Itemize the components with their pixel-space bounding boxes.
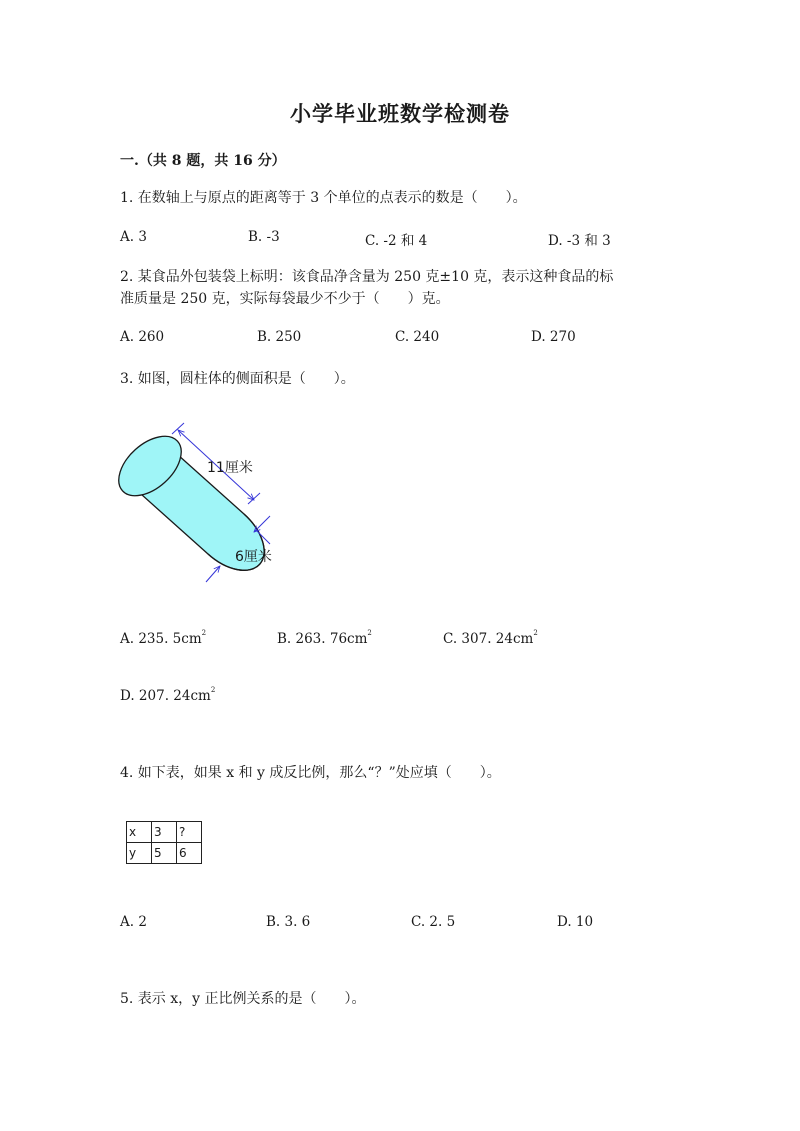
question-3-option-b[interactable]: B. 263. $76cm^2$ bbox=[277, 629, 372, 647]
question-4-option-b[interactable]: B. 3. 6 bbox=[266, 914, 311, 930]
question-3-option-a[interactable]: A. 235. $5cm^2$ bbox=[120, 629, 207, 647]
question-4-option-c[interactable]: C. 2. 5 bbox=[411, 914, 456, 930]
question-1-option-c[interactable]: C. -2 和 4 bbox=[365, 233, 428, 249]
question-3-option-c[interactable]: C. 307. $24cm^2$ bbox=[443, 629, 538, 647]
question-4-stem: 4. 如下表，如果 x 和 y 成反比例，那么“？”处应填（ ）。 bbox=[120, 765, 501, 781]
question-2-option-c[interactable]: C. 240 bbox=[395, 329, 440, 345]
length-extension-1 bbox=[172, 423, 184, 434]
diameter-arrow-upper bbox=[254, 516, 270, 532]
diameter-label: 6厘米 bbox=[235, 549, 272, 565]
table-row bbox=[127, 822, 202, 843]
table-cell: 5 bbox=[152, 843, 177, 864]
question-1-option-d[interactable]: D. -3 和 3 bbox=[548, 233, 611, 249]
question-3-option-d[interactable]: D. 207. $24cm^2$ bbox=[120, 686, 216, 704]
cylinder-figure bbox=[110, 420, 310, 590]
question-2-option-d[interactable]: D. 270 bbox=[531, 329, 576, 345]
table-cell: x bbox=[127, 822, 152, 843]
question-3-stem: 3. 如图，圆柱体的侧面积是（ ）。 bbox=[120, 371, 355, 387]
table-cell: ? bbox=[177, 822, 202, 843]
question-2-stem-line-1: 2. 某食品外包装袋上标明：该食品净含量为 250 克±10 克，表示这种食品的标 bbox=[120, 269, 614, 285]
question-5-stem: 5. 表示 x，y 正比例关系的是（ ）。 bbox=[120, 991, 366, 1007]
question-2-option-a[interactable]: A. 260 bbox=[120, 329, 165, 345]
table-cell: 6 bbox=[177, 843, 202, 864]
question-1-option-a[interactable]: A. 3 bbox=[120, 229, 147, 245]
table-cell: 3 bbox=[152, 822, 177, 843]
question-4-option-a[interactable]: A. 2 bbox=[120, 914, 147, 930]
question-2-stem-line-2: 准质量是 250 克，实际每袋最少不少于（ ）克。 bbox=[120, 291, 450, 307]
page-title: 小学毕业班数学检测卷 bbox=[290, 101, 510, 126]
section-heading: 一.（共 8 题，共 16 分） bbox=[120, 153, 286, 169]
length-extension-2 bbox=[248, 493, 260, 504]
xy-table bbox=[126, 821, 202, 864]
question-1-option-b[interactable]: B. -3 bbox=[248, 229, 280, 245]
question-1-stem: 1. 在数轴上与原点的距离等于 3 个单位的点表示的数是（ ）。 bbox=[120, 190, 527, 206]
question-2-option-b[interactable]: B. 250 bbox=[257, 329, 302, 345]
question-4-option-d[interactable]: D. 10 bbox=[557, 914, 594, 930]
length-label: 11厘米 bbox=[207, 460, 253, 476]
table-cell: y bbox=[127, 843, 152, 864]
table-row bbox=[127, 843, 202, 864]
diameter-arrow-lower bbox=[206, 566, 220, 582]
